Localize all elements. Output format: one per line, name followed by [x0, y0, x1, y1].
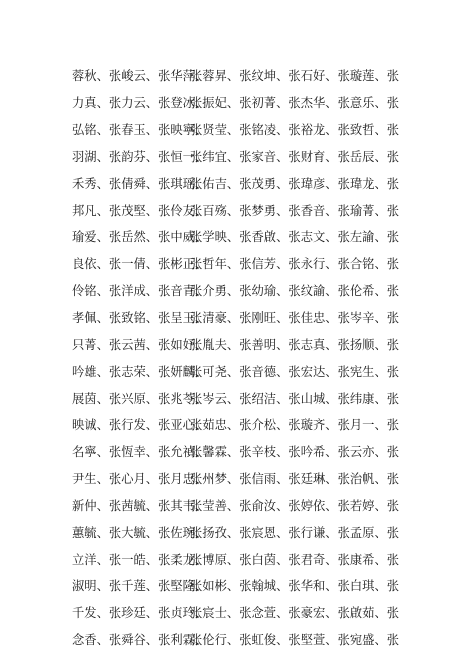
text-segment: 张扬孜、张宸恩、: [190, 525, 289, 540]
text-segment: 映诚、张行发、张亚心、: [72, 418, 208, 433]
name-list-text: [72, 62, 400, 653]
text-segment: 邦凡、张茂堅、张伶友、: [72, 203, 208, 218]
text-segment: 张介勇、张幼瑜、: [190, 284, 289, 299]
text-segment: 伶铭、张洋成、张音青、: [72, 284, 208, 299]
text-segment: 良依、张一倩、张彬正、: [72, 257, 208, 272]
text-segment: 张璇齐、张月一、张: [288, 418, 400, 433]
text-segment: 张振妃、张初菁、: [190, 96, 289, 111]
text-segment: 张财育、张岳辰、张: [288, 149, 400, 164]
text-segment: 名寧、张恆幸、张允禎、: [72, 445, 208, 460]
text-segment: 张贤莹、张铭凌、: [190, 123, 289, 138]
text-segment: 张清豪、张刚旺、: [190, 311, 289, 326]
text-segment: 尹生、张心月、张月忠、: [72, 472, 208, 487]
text-segment: 念香、张舜谷、张利霖、: [72, 633, 208, 648]
text-line: [72, 518, 400, 545]
text-segment: 蓉秋、张峻云、张华萍、: [72, 69, 208, 84]
text-line: [72, 196, 400, 223]
text-line: [72, 492, 400, 519]
text-line: [72, 304, 400, 331]
text-line: [72, 384, 400, 411]
text-line: [72, 250, 400, 277]
text-segment: 张百殇、张梦勇、: [190, 203, 289, 218]
text-segment: 张茹忠、张介松、: [190, 418, 289, 433]
text-segment: 只菁、张云茜、张如妤、: [72, 337, 208, 352]
text-segment: 张蓉昇、张纹坤、: [190, 69, 289, 84]
text-segment: 张石好、张璇莲、张: [288, 69, 400, 84]
text-segment: 张纹諭、张伦希、张: [288, 284, 400, 299]
text-segment: 张馨霖、张辛枝、: [190, 445, 289, 460]
text-line: [72, 357, 400, 384]
text-segment: 张豪宏、张啟茹、张: [288, 606, 400, 621]
text-segment: 张宏达、张宪生、张: [288, 364, 400, 379]
text-segment: 张婷依、张若婷、张: [288, 498, 400, 513]
text-segment: 蕙毓、张大毓、张佐琬、: [72, 525, 208, 540]
text-segment: 张学映、张香啟、: [190, 230, 289, 245]
text-line: [72, 465, 400, 492]
text-segment: 张志文、张左諭、张: [288, 230, 400, 245]
text-segment: 张州梦、张信雨、: [190, 472, 289, 487]
text-segment: 立洋、张一皓、张柔龙、: [72, 552, 208, 567]
text-line: [72, 572, 400, 599]
text-segment: 张佳忠、张岑辛、张: [288, 311, 400, 326]
text-segment: 张志真、张扬顺、张: [288, 337, 400, 352]
text-segment: 张莹善、张俞汝、: [190, 498, 289, 513]
text-segment: 张君奇、张康希、张: [288, 552, 400, 567]
text-segment: 张佑吉、张茂勇、: [190, 176, 289, 191]
text-segment: 千发、张珍廷、张贞玲、: [72, 606, 208, 621]
text-line: [72, 545, 400, 572]
text-segment: 展茵、张兴原、张兆苓、: [72, 391, 208, 406]
text-line: [72, 277, 400, 304]
text-segment: 张瑋彦、张瑋龙、张: [288, 176, 400, 191]
text-segment: 张宸士、张念萱、: [190, 606, 289, 621]
text-line: [72, 169, 400, 196]
text-line: [72, 411, 400, 438]
text-segment: 张岑云、张绍洁、: [190, 391, 289, 406]
text-line: [72, 223, 400, 250]
text-segment: 张哲年、张信芳、: [190, 257, 289, 272]
text-segment: 张如彬、张翰城、: [190, 579, 289, 594]
text-segment: 张伦行、张虹俊、: [190, 633, 289, 648]
text-segment: 羽湖、张韵芬、张恒一、: [72, 149, 208, 164]
text-line: [72, 626, 400, 653]
text-line: [72, 143, 400, 170]
text-line: [72, 116, 400, 143]
text-segment: 张吟希、张云亦、张: [288, 445, 400, 460]
text-segment: 淑明、张千莲、张堅隆、: [72, 579, 208, 594]
text-segment: 张纬宜、张家音、: [190, 149, 289, 164]
text-segment: 张华和、张白琪、张: [288, 579, 400, 594]
text-line: [72, 62, 400, 89]
text-segment: 张博原、张白茵、: [190, 552, 289, 567]
text-segment: 新仲、张茜毓、张其韦、: [72, 498, 208, 513]
text-segment: 张可尧、张音德、: [190, 364, 289, 379]
text-segment: 孝佩、张致铭、张呈玉、: [72, 311, 208, 326]
text-segment: 张山城、张纬康、张: [288, 391, 400, 406]
text-segment: 张永行、张合铭、张: [288, 257, 400, 272]
text-line: [72, 599, 400, 626]
text-segment: 张杰华、张意乐、张: [288, 96, 400, 111]
text-segment: 弘铭、张春玉、张映寧、: [72, 123, 208, 138]
text-segment: 张裕龙、张致哲、张: [288, 123, 400, 138]
text-segment: 力真、张力云、张登冰、: [72, 96, 208, 111]
text-segment: 张行谦、张孟原、张: [288, 525, 400, 540]
text-segment: 张香音、张瑜菁、张: [288, 203, 400, 218]
text-segment: 张廷琳、张治帆、张: [288, 472, 400, 487]
text-line: [72, 330, 400, 357]
text-segment: 吟雄、张志荣、张妍麟、: [72, 364, 208, 379]
text-segment: 瑜爱、张岳然、张中威、: [72, 230, 208, 245]
text-segment: 张堅萱、张宛盛、张: [288, 633, 400, 648]
text-line: [72, 89, 400, 116]
text-segment: 张胤夫、张善明、: [190, 337, 289, 352]
text-segment: 禾秀、张倩舜、张琪瑶、: [72, 176, 208, 191]
text-line: [72, 438, 400, 465]
